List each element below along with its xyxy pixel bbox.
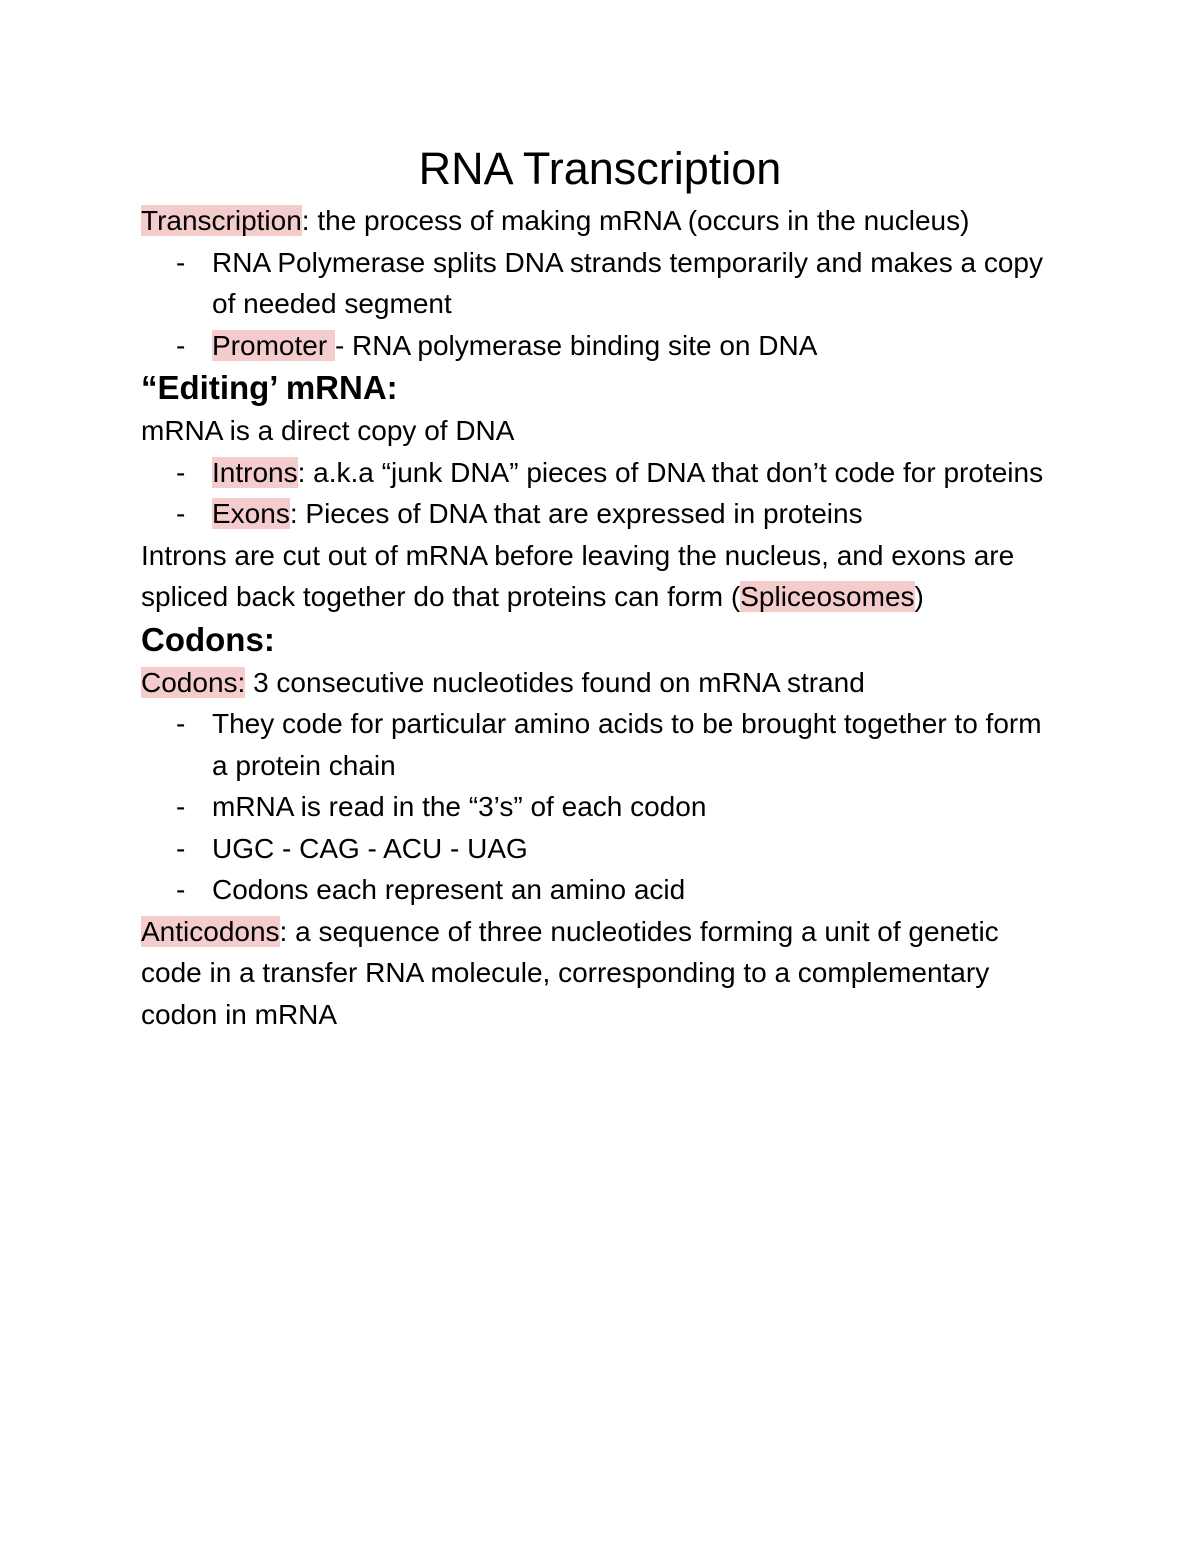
list-item-text: They code for particular amino acids to be brought together to form a protein chain xyxy=(212,708,1042,781)
editing-summary-text: Introns are cut out of mRNA before leaving the nucleus, and exons are spliced back together do that proteins can form ( xyxy=(141,539,1015,612)
editing-summary-end: ) xyxy=(914,581,924,612)
editing-summary xyxy=(141,535,1061,618)
transcription-definition xyxy=(141,200,1061,242)
term-anticodons: Anticodons xyxy=(141,915,280,947)
dash-bullet: - xyxy=(176,791,186,822)
term-exons: Exons xyxy=(212,498,290,529)
editing-list xyxy=(141,452,1061,535)
section-heading-editing: “Editing’ mRNA: xyxy=(141,369,398,406)
dash-bullet: - xyxy=(176,874,186,905)
list-item xyxy=(141,828,1061,870)
list-item xyxy=(141,452,1061,494)
dash-bullet: - xyxy=(176,329,186,361)
dash-bullet: - xyxy=(176,708,186,739)
list-item-text: - RNA polymerase binding site on DNA xyxy=(334,329,818,361)
anticodons-definition-text: : a sequence of three nucleotides forming a unit of genetic code in a transfer RNA molecule, corresponding to a complementary codon in mRNA xyxy=(141,915,999,1030)
dash-bullet: - xyxy=(176,456,186,488)
list-item xyxy=(141,493,1061,535)
list-item-text: mRNA is read in the “3’s” of each codon xyxy=(212,791,707,822)
list-item-text: : Pieces of DNA that are expressed in proteins xyxy=(289,498,863,529)
term-codons: Codons: xyxy=(141,666,246,698)
page-title: RNA Transcription xyxy=(418,143,782,194)
codons-list xyxy=(141,703,1061,911)
codons-definition xyxy=(141,662,1061,704)
codons-definition-text: 3 consecutive nucleotides found on mRNA strand xyxy=(245,666,865,698)
transcription-definition-text: : the process of making mRNA (occurs in the nucleus) xyxy=(301,205,970,236)
dash-bullet: - xyxy=(176,498,186,529)
list-item xyxy=(141,786,1061,828)
term-transcription: Transcription xyxy=(141,205,302,236)
list-item-text: Codons each represent an amino acid xyxy=(212,874,686,905)
list-item xyxy=(141,325,1061,367)
section-heading-codons: Codons: xyxy=(141,620,275,658)
editing-intro: mRNA is a direct copy of DNA xyxy=(141,415,515,446)
list-item xyxy=(141,703,1061,786)
dash-bullet: - xyxy=(176,246,186,278)
transcription-list xyxy=(141,242,1061,367)
list-item xyxy=(141,242,1061,325)
list-item-text: RNA Polymerase splits DNA strands temporarily and makes a copy of needed segment xyxy=(212,246,1043,319)
term-promoter: Promoter xyxy=(212,329,335,361)
term-spliceosomes: Spliceosomes xyxy=(740,581,915,612)
term-introns: Introns xyxy=(212,456,298,488)
document-page xyxy=(141,140,1061,1035)
list-item-text: UGC - CAG - ACU - UAG xyxy=(212,832,528,864)
anticodons-definition xyxy=(141,911,1061,1036)
dash-bullet: - xyxy=(176,832,186,864)
list-item-text: : a.k.a “junk DNA” pieces of DNA that don’t code for proteins xyxy=(297,456,1044,488)
list-item xyxy=(141,869,1061,911)
